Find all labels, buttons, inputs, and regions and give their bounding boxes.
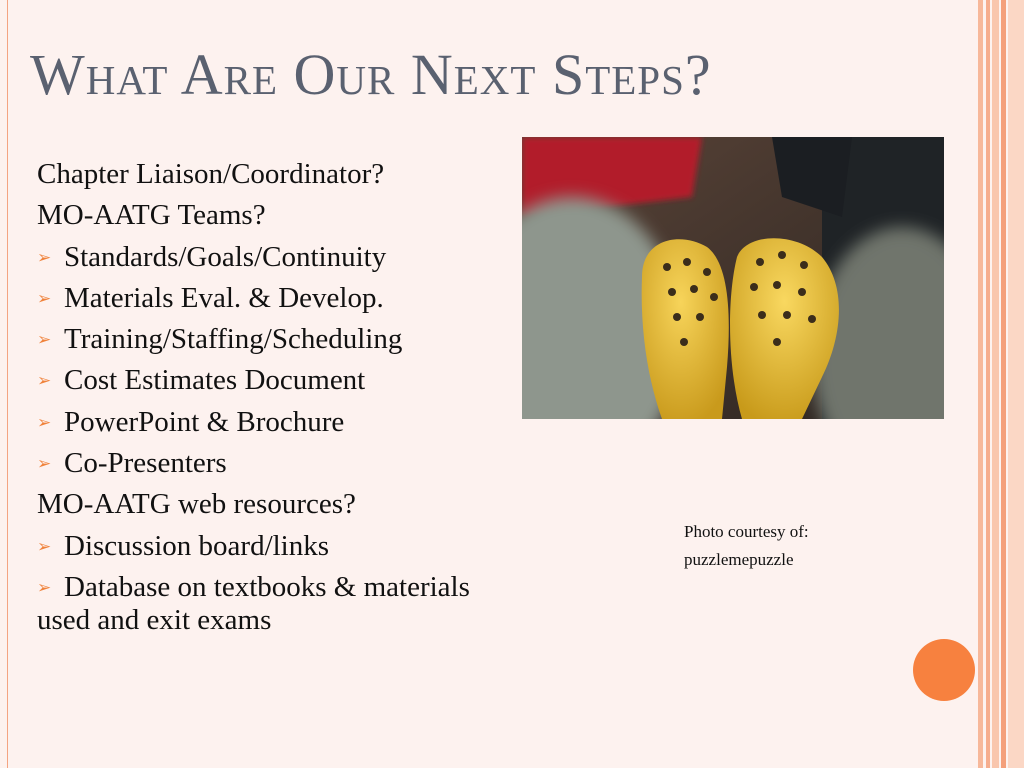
photo-credit <box>684 518 809 574</box>
list-item-text: Database on textbooks & materials used and exit exams <box>37 570 470 636</box>
list-item <box>37 567 527 637</box>
list-item <box>37 278 527 319</box>
list-item-text: Standards/Goals/Continuity <box>64 240 387 273</box>
list-item <box>37 237 527 278</box>
list-item-text: Co-Presenters <box>64 447 227 480</box>
list-item-text: Chapter Liaison/Coordinator? <box>37 158 385 190</box>
list-item <box>37 443 527 484</box>
arrow-bullet-icon: ➢ <box>37 371 52 391</box>
list-item <box>37 402 527 443</box>
list-item <box>37 526 527 567</box>
decorative-circle <box>913 639 975 701</box>
left-border-line <box>7 0 8 768</box>
list-item <box>37 360 527 401</box>
list-item-text: MO-AATG web resources? <box>37 488 356 521</box>
decorative-stripe <box>992 0 999 768</box>
content-list <box>37 154 527 637</box>
list-item <box>37 154 527 195</box>
photo-illustration <box>522 137 944 419</box>
list-item <box>37 484 527 525</box>
list-item <box>37 319 527 360</box>
arrow-bullet-icon: ➢ <box>37 577 52 597</box>
arrow-bullet-icon: ➢ <box>37 288 52 308</box>
slide-title: What Are Our Next Steps? <box>30 42 712 107</box>
list-item <box>37 195 527 236</box>
arrow-bullet-icon: ➢ <box>37 536 52 556</box>
photo-credit-author: puzzlemepuzzle <box>684 550 794 569</box>
photo-credit-label: Photo courtesy of: <box>684 522 809 541</box>
list-item-text: Materials Eval. & Develop. <box>64 281 384 314</box>
arrow-bullet-icon: ➢ <box>37 454 52 474</box>
arrow-bullet-icon: ➢ <box>37 330 52 350</box>
list-item-text: PowerPoint & Brochure <box>64 405 345 438</box>
list-item-text: Training/Staffing/Scheduling <box>64 323 403 356</box>
decorative-stripe <box>986 0 990 768</box>
decorative-stripe <box>1001 0 1006 768</box>
list-item-text: MO-AATG Teams? <box>37 199 266 232</box>
list-item-text: Cost Estimates Document <box>64 364 366 397</box>
decorative-stripe <box>1008 0 1024 768</box>
arrow-bullet-icon: ➢ <box>37 247 52 267</box>
yellow-clogs-photo <box>522 137 944 419</box>
list-item-text: Discussion board/links <box>64 529 330 562</box>
decorative-stripe <box>978 0 983 768</box>
arrow-bullet-icon: ➢ <box>37 412 52 432</box>
